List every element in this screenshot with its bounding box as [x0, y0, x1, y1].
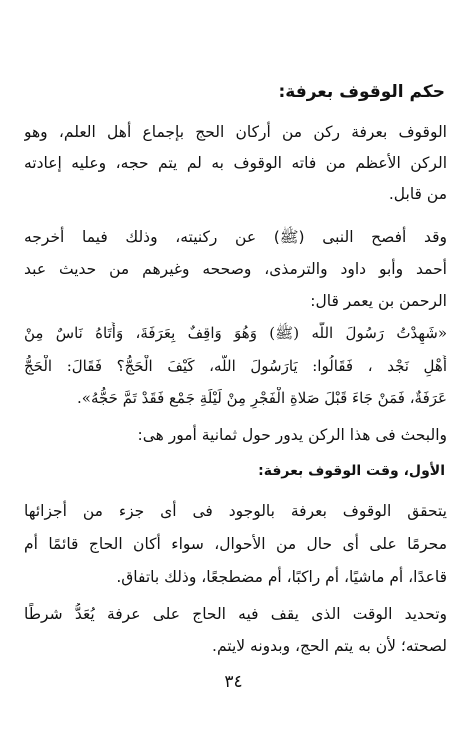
paragraph-line: وتحديد الوقت الذى يقف فيه الحاج على عرفة يُعَدُّ شرطًا: [24, 605, 447, 623]
paragraph-line: أحمد وأبو داود والترمذى، وصححه وغيرهم من حديث عبد: [24, 260, 447, 278]
paragraph-line: قاعدًا، أم ماشيًا، أم راكبًا، أم مضطجعًا، وذلك باتفاق.: [116, 568, 447, 586]
paragraph-line: والبحث فى هذا الركن يدور حول ثمانية أمور هى:: [137, 426, 447, 444]
page-number: ٣٤: [224, 672, 243, 692]
hadith-line: عَرَفَةٌ، فَمَنْ جَاءَ قَبْلَ صَلاةِ الْفَجْرِ مِنْ لَيْلَةِ جَمْع فَقَدْ تَمَّ حَجُّهُ».: [77, 389, 447, 407]
paragraph-line: من قابل.: [388, 185, 447, 203]
section-heading: حكم الوقوف بعرفة:: [278, 82, 445, 102]
hadith-line: أَهْلِ نَجْد ، فَقَالُوا: يَارَسُولَ اللَّه، كَيْفَ الْحَجُّ؟ فَقَالَ: الْحَجُّ: [24, 357, 447, 375]
paragraph-line: وقد أفصح النبى (ﷺ) عن ركنيته، وذلك فيما أخرجه: [24, 228, 447, 246]
paragraph-line: محرمًا على أى حال من الأحوال، سواء أكان الحاج قائمًا أم: [24, 535, 447, 553]
hadith-line: «شَهِدْتُ رَسُولَ اللَّه (ﷺ) وَهُوَ وَاقِفٌ بِعَرَفَةَ، وَأَتَاهُ نَاسٌ مِنْ: [24, 324, 447, 342]
paragraph-line: الوقوف بعرفة ركن من أركان الحج بإجماع أهل العلم، وهو: [24, 123, 447, 141]
subsection-heading: الأول، وقت الوقوف بعرفة:: [258, 463, 445, 479]
paragraph-line: يتحقق الوقوف بعرفة بالوجود فى أى جزء من أجزائها: [24, 502, 447, 520]
paragraph-line: لصحته؛ لأن به يتم الحج، وبدونه لايتم.: [212, 637, 447, 655]
paragraph-line: الركن الأعظم من فاته الوقوف به لم يتم حجه، وعليه إعادته: [24, 154, 447, 172]
paragraph-line: الرحمن بن يعمر قال:: [310, 292, 447, 310]
